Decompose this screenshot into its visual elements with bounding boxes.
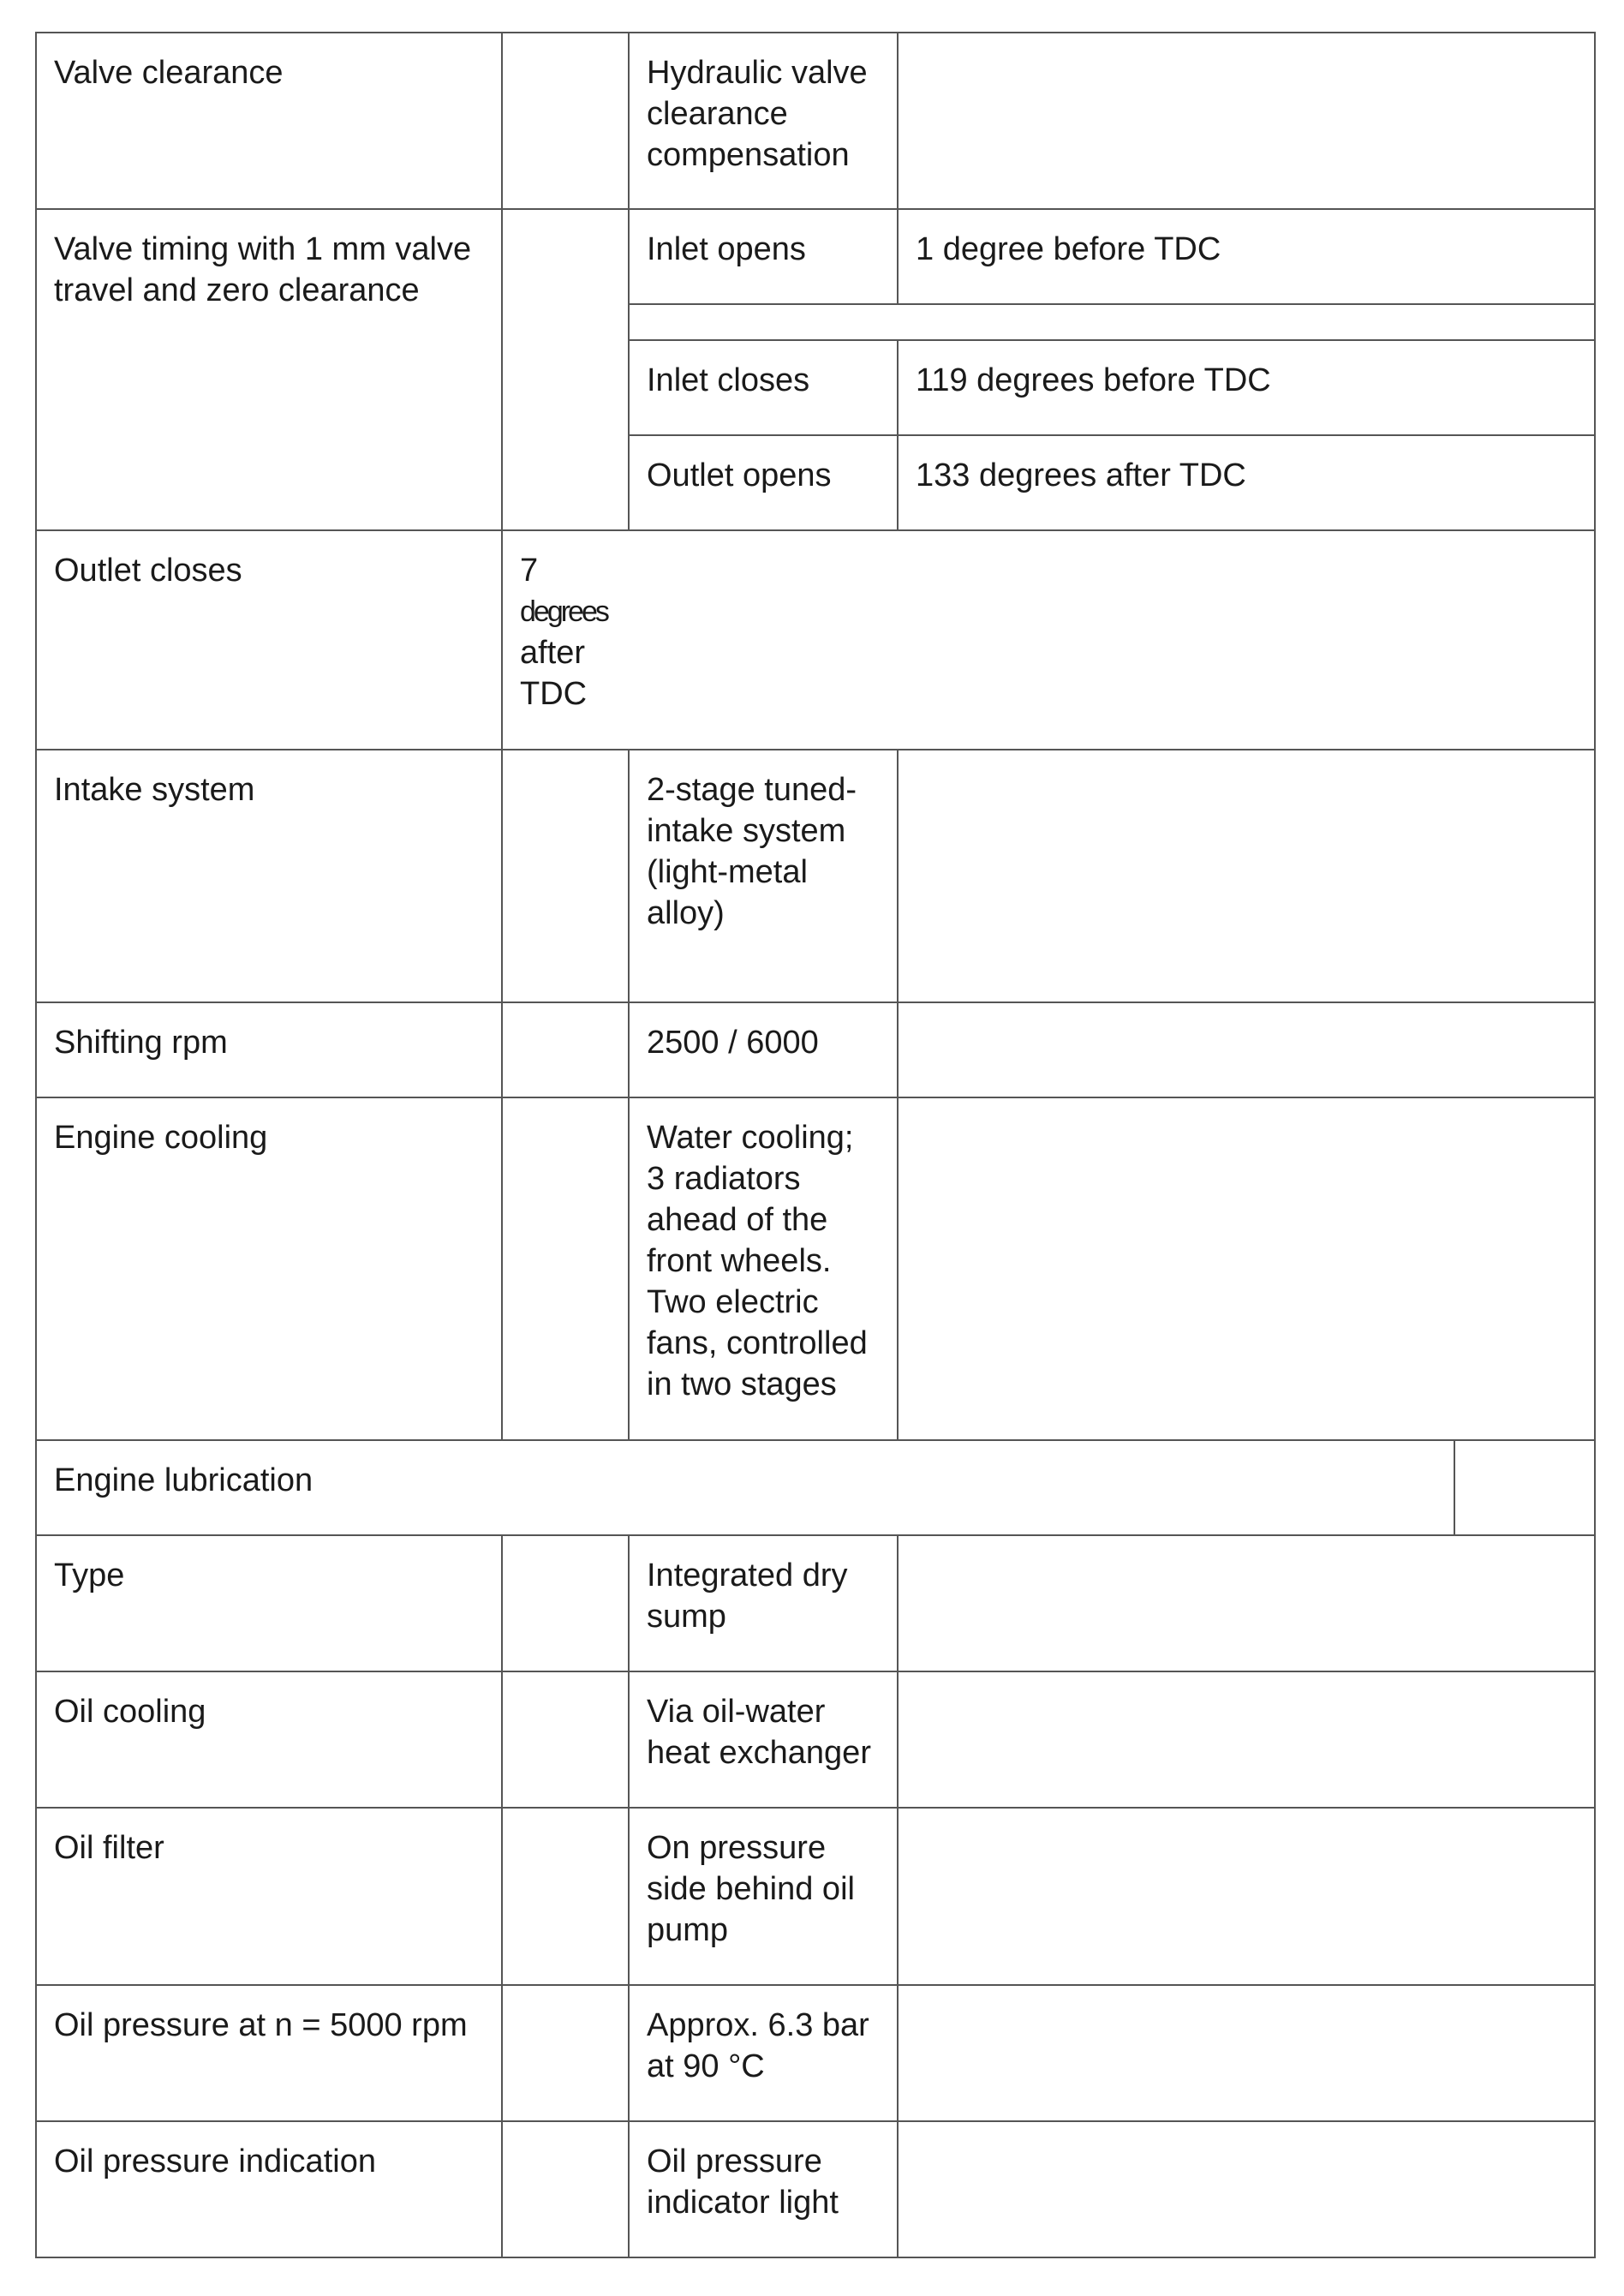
empty-cell [898, 1002, 1595, 1097]
row-value: Oil pressure indicator light [629, 2121, 898, 2257]
empty-cell [502, 1671, 629, 1808]
engine-spec-table [35, 32, 1596, 2258]
row-label: Intake system [36, 750, 502, 1002]
row-label: Valve timing with 1 mm valve travel and zero clearance [36, 209, 502, 530]
table-row [36, 1002, 1595, 1097]
empty-cell [898, 2121, 1595, 2257]
value-line: TDC [520, 676, 588, 712]
row-value: Approx. 6.3 bar at 90 °C [629, 1985, 898, 2121]
sub-value: 1 degree before TDC [898, 209, 1595, 304]
row-label: Outlet closes [36, 530, 502, 750]
empty-cell [502, 1097, 629, 1440]
row-label: Engine cooling [36, 1097, 502, 1440]
row-value: 2500 / 6000 [629, 1002, 898, 1097]
table-row [36, 33, 1595, 209]
row-value: 2-stage tuned-intake system (light-metal alloy) [629, 750, 898, 1002]
table-row [36, 1535, 1595, 1671]
sub-value: 119 degrees before TDC [898, 340, 1595, 435]
sub-label: Inlet closes [629, 340, 898, 435]
table-row [36, 1097, 1595, 1440]
empty-cell [502, 1535, 629, 1671]
empty-cell [898, 1671, 1595, 1808]
value-line: after [520, 635, 586, 671]
row-value: Hydraulic valve clearance compensation [629, 33, 898, 209]
row-value: Via oil-water heat exchanger [629, 1671, 898, 1808]
section-heading: Engine lubrication [36, 1440, 1454, 1535]
empty-cell [898, 1535, 1595, 1671]
empty-cell [502, 1985, 629, 2121]
sub-label: Outlet opens [629, 435, 898, 530]
value-line: 7 [520, 553, 539, 589]
sub-value: 133 degrees after TDC [898, 435, 1595, 530]
empty-cell [502, 2121, 629, 2257]
empty-cell [502, 33, 629, 209]
row-value: On pressure side behind oil pump [629, 1808, 898, 1985]
empty-cell [629, 304, 1595, 340]
table-row [36, 530, 1595, 750]
table-row [36, 1808, 1595, 1985]
row-value: Water cooling; 3 radiators ahead of the front wheels. Two electric fans, controlled in two stages [629, 1097, 898, 1440]
empty-cell [502, 750, 629, 1002]
empty-cell [898, 1808, 1595, 1985]
row-label: Oil pressure at n = 5000 rpm [36, 1985, 502, 2121]
empty-cell [1454, 1440, 1595, 1535]
value-line: degrees [520, 595, 607, 628]
sub-label: Inlet opens [629, 209, 898, 304]
table-row [36, 750, 1595, 1002]
table-row [36, 1440, 1595, 1535]
row-label: Shifting rpm [36, 1002, 502, 1097]
empty-cell [898, 33, 1595, 209]
table-row [36, 2121, 1595, 2257]
row-label: Oil filter [36, 1808, 502, 1985]
empty-cell [502, 1002, 629, 1097]
empty-cell [898, 1985, 1595, 2121]
table-row [36, 1985, 1595, 2121]
empty-cell [502, 1808, 629, 1985]
row-label: Oil pressure indication [36, 2121, 502, 2257]
row-value: Integrated dry sump [629, 1535, 898, 1671]
row-label: Oil cooling [36, 1671, 502, 1808]
row-value [502, 530, 1595, 750]
row-label: Type [36, 1535, 502, 1671]
table-row [36, 209, 1595, 304]
empty-cell [898, 1097, 1595, 1440]
empty-cell [502, 209, 629, 530]
empty-cell [898, 750, 1595, 1002]
table-row [36, 1671, 1595, 1808]
row-label: Valve clearance [36, 33, 502, 209]
